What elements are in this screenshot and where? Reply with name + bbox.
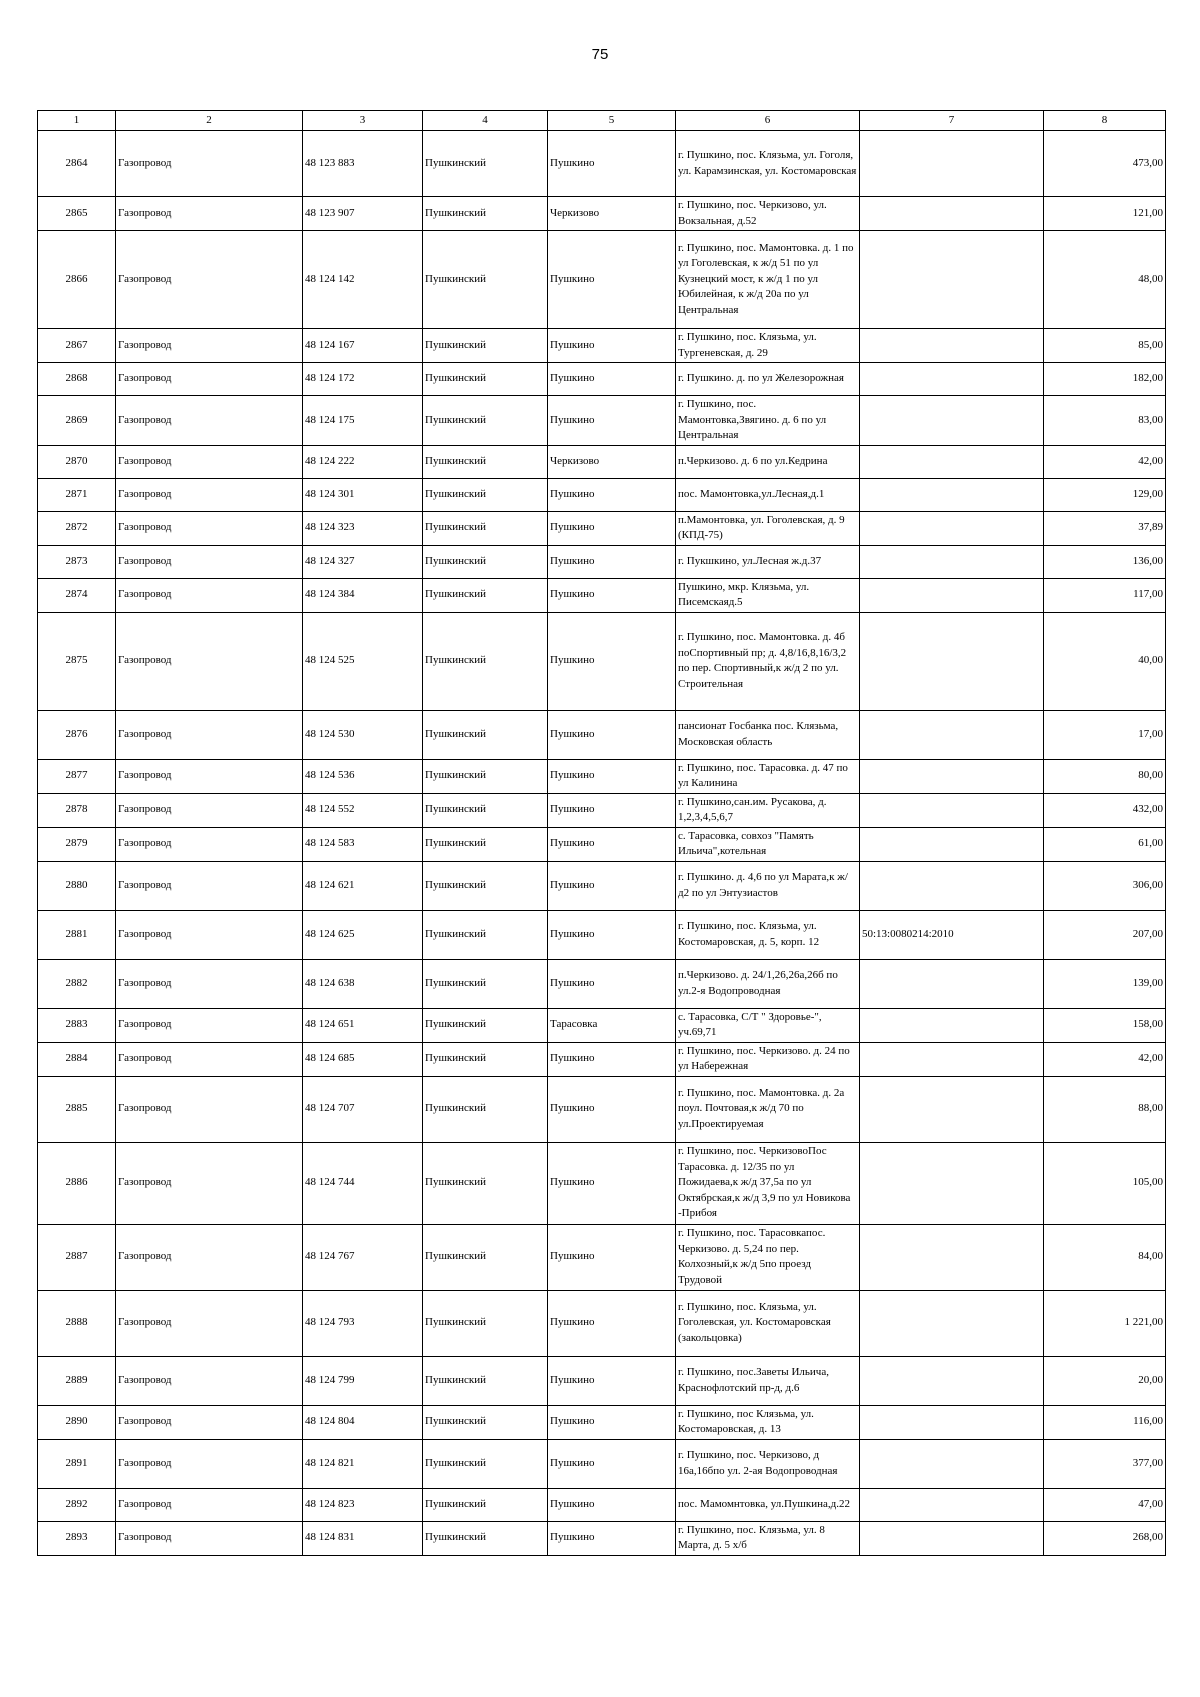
cadastral-number-cell bbox=[860, 131, 1044, 197]
address-cell: г. Пушкино. д. по ул Железорожная bbox=[676, 363, 860, 396]
object-type-cell: Газопровод bbox=[116, 545, 303, 578]
object-type-cell: Газопровод bbox=[116, 1521, 303, 1555]
table-row bbox=[38, 1405, 1166, 1439]
district-cell: Пушкинский bbox=[423, 445, 548, 478]
inventory-code-cell: 48 124 530 bbox=[303, 710, 423, 759]
cadastral-number-cell bbox=[860, 1076, 1044, 1142]
locality-cell: Пушкино bbox=[548, 710, 676, 759]
address-cell: г. Пушкино, пос.Заветы Ильича, Краснофлотский пр-д, д.6 bbox=[676, 1356, 860, 1405]
length-value-cell: 207,00 bbox=[1044, 910, 1166, 959]
object-type-cell: Газопровод bbox=[116, 363, 303, 396]
cadastral-number-cell bbox=[860, 861, 1044, 910]
header-cell: 3 bbox=[303, 111, 423, 131]
address-cell: г. Пушкино, пос. Клязьма, ул. Гоголя, ул. Карамзинская, ул. Костомаровская bbox=[676, 131, 860, 197]
district-cell: Пушкинский bbox=[423, 910, 548, 959]
object-type-cell: Газопровод bbox=[116, 445, 303, 478]
table-row bbox=[38, 910, 1166, 959]
row-number-cell: 2887 bbox=[38, 1224, 116, 1290]
locality-cell: Пушкино bbox=[548, 612, 676, 710]
header-row bbox=[38, 111, 1166, 131]
address-cell: п.Мамонтовка, ул. Гоголевская, д. 9 (КПД-75) bbox=[676, 511, 860, 545]
row-number-cell: 2890 bbox=[38, 1405, 116, 1439]
object-type-cell: Газопровод bbox=[116, 1356, 303, 1405]
length-value-cell: 17,00 bbox=[1044, 710, 1166, 759]
locality-cell: Пушкино bbox=[548, 1142, 676, 1224]
locality-cell: Пушкино bbox=[548, 1356, 676, 1405]
cadastral-number-cell bbox=[860, 329, 1044, 363]
address-cell: с. Тарасовка, совхоз "Память Ильича",котельная bbox=[676, 827, 860, 861]
locality-cell: Пушкино bbox=[548, 396, 676, 446]
row-number-cell: 2891 bbox=[38, 1439, 116, 1488]
inventory-code-cell: 48 124 823 bbox=[303, 1488, 423, 1521]
object-type-cell: Газопровод bbox=[116, 131, 303, 197]
address-cell: пос. Мамонтовка,ул.Лесная,д.1 bbox=[676, 478, 860, 511]
row-number-cell: 2864 bbox=[38, 131, 116, 197]
district-cell: Пушкинский bbox=[423, 959, 548, 1008]
address-cell: пос. Мамомнтовка, ул.Пушкина,д.22 bbox=[676, 1488, 860, 1521]
inventory-code-cell: 48 124 172 bbox=[303, 363, 423, 396]
inventory-code-cell: 48 124 301 bbox=[303, 478, 423, 511]
district-cell: Пушкинский bbox=[423, 1405, 548, 1439]
district-cell: Пушкинский bbox=[423, 1142, 548, 1224]
locality-cell: Пушкино bbox=[548, 363, 676, 396]
length-value-cell: 473,00 bbox=[1044, 131, 1166, 197]
district-cell: Пушкинский bbox=[423, 545, 548, 578]
address-cell: п.Черкизово. д. 6 по ул.Кедрина bbox=[676, 445, 860, 478]
length-value-cell: 377,00 bbox=[1044, 1439, 1166, 1488]
table-row bbox=[38, 445, 1166, 478]
row-number-cell: 2870 bbox=[38, 445, 116, 478]
district-cell: Пушкинский bbox=[423, 1488, 548, 1521]
row-number-cell: 2885 bbox=[38, 1076, 116, 1142]
object-type-cell: Газопровод bbox=[116, 612, 303, 710]
row-number-cell: 2867 bbox=[38, 329, 116, 363]
length-value-cell: 48,00 bbox=[1044, 231, 1166, 329]
inventory-code-cell: 48 124 799 bbox=[303, 1356, 423, 1405]
address-cell: г. Пушкино, пос. Мамонтовка,Звягино. д. 6 по ул Центральная bbox=[676, 396, 860, 446]
table-row bbox=[38, 1521, 1166, 1555]
inventory-code-cell: 48 124 651 bbox=[303, 1008, 423, 1042]
table-row bbox=[38, 612, 1166, 710]
district-cell: Пушкинский bbox=[423, 1439, 548, 1488]
table-row bbox=[38, 1356, 1166, 1405]
table-row bbox=[38, 759, 1166, 793]
object-type-cell: Газопровод bbox=[116, 1405, 303, 1439]
length-value-cell: 116,00 bbox=[1044, 1405, 1166, 1439]
table-row bbox=[38, 545, 1166, 578]
header-cell: 1 bbox=[38, 111, 116, 131]
length-value-cell: 117,00 bbox=[1044, 578, 1166, 612]
locality-cell: Пушкино bbox=[548, 959, 676, 1008]
district-cell: Пушкинский bbox=[423, 396, 548, 446]
header-cell: 6 bbox=[676, 111, 860, 131]
cadastral-number-cell bbox=[860, 612, 1044, 710]
length-value-cell: 136,00 bbox=[1044, 545, 1166, 578]
address-cell: г. Пушкино, пос. Мамонтовка. д. 4б поСпортивный пр; д. 4,8/16,8,16/3,2 по пер. Спортивный,к ж/д 2 по ул. Строительная bbox=[676, 612, 860, 710]
locality-cell: Пушкино bbox=[548, 1290, 676, 1356]
cadastral-number-cell bbox=[860, 1356, 1044, 1405]
page-number: 75 bbox=[591, 46, 609, 63]
address-cell: пансионат Госбанка пос. Клязьма, Московская область bbox=[676, 710, 860, 759]
inventory-code-cell: 48 124 685 bbox=[303, 1042, 423, 1076]
district-cell: Пушкинский bbox=[423, 1521, 548, 1555]
object-type-cell: Газопровод bbox=[116, 1488, 303, 1521]
district-cell: Пушкинский bbox=[423, 231, 548, 329]
table-row bbox=[38, 1142, 1166, 1224]
table-row bbox=[38, 1042, 1166, 1076]
locality-cell: Пушкино bbox=[548, 827, 676, 861]
length-value-cell: 121,00 bbox=[1044, 197, 1166, 231]
district-cell: Пушкинский bbox=[423, 578, 548, 612]
object-type-cell: Газопровод bbox=[116, 197, 303, 231]
table-row bbox=[38, 959, 1166, 1008]
inventory-code-cell: 48 124 327 bbox=[303, 545, 423, 578]
length-value-cell: 268,00 bbox=[1044, 1521, 1166, 1555]
locality-cell: Пушкино bbox=[548, 231, 676, 329]
length-value-cell: 80,00 bbox=[1044, 759, 1166, 793]
district-cell: Пушкинский bbox=[423, 759, 548, 793]
inventory-code-cell: 48 124 767 bbox=[303, 1224, 423, 1290]
locality-cell: Пушкино bbox=[548, 1488, 676, 1521]
inventory-code-cell: 48 124 552 bbox=[303, 793, 423, 827]
inventory-code-cell: 48 124 536 bbox=[303, 759, 423, 793]
length-value-cell: 105,00 bbox=[1044, 1142, 1166, 1224]
object-type-cell: Газопровод bbox=[116, 1142, 303, 1224]
registry-table bbox=[37, 110, 1166, 1556]
object-type-cell: Газопровод bbox=[116, 861, 303, 910]
district-cell: Пушкинский bbox=[423, 1224, 548, 1290]
district-cell: Пушкинский bbox=[423, 827, 548, 861]
object-type-cell: Газопровод bbox=[116, 1008, 303, 1042]
inventory-code-cell: 48 123 907 bbox=[303, 197, 423, 231]
district-cell: Пушкинский bbox=[423, 329, 548, 363]
table-row bbox=[38, 1224, 1166, 1290]
district-cell: Пушкинский bbox=[423, 1290, 548, 1356]
length-value-cell: 129,00 bbox=[1044, 478, 1166, 511]
cadastral-number-cell bbox=[860, 511, 1044, 545]
address-cell: г. Пушкино, пос Клязьма, ул. Костомаровская, д. 13 bbox=[676, 1405, 860, 1439]
inventory-code-cell: 48 124 167 bbox=[303, 329, 423, 363]
row-number-cell: 2879 bbox=[38, 827, 116, 861]
object-type-cell: Газопровод bbox=[116, 759, 303, 793]
address-cell: г. Пушкино, пос. Тарасовка. д. 47 по ул Калинина bbox=[676, 759, 860, 793]
table-row bbox=[38, 1488, 1166, 1521]
table-row bbox=[38, 827, 1166, 861]
address-cell: г. Пушкино, пос. Черкизово, д 16а,16бпо ул. 2-ая Водопроводная bbox=[676, 1439, 860, 1488]
inventory-code-cell: 48 124 621 bbox=[303, 861, 423, 910]
locality-cell: Пушкино bbox=[548, 545, 676, 578]
locality-cell: Тарасовка bbox=[548, 1008, 676, 1042]
locality-cell: Пушкино bbox=[548, 578, 676, 612]
district-cell: Пушкинский bbox=[423, 511, 548, 545]
inventory-code-cell: 48 124 222 bbox=[303, 445, 423, 478]
object-type-cell: Газопровод bbox=[116, 511, 303, 545]
object-type-cell: Газопровод bbox=[116, 1042, 303, 1076]
cadastral-number-cell bbox=[860, 363, 1044, 396]
district-cell: Пушкинский bbox=[423, 363, 548, 396]
row-number-cell: 2868 bbox=[38, 363, 116, 396]
address-cell: г. Пушкино, пос. Черкизово. д. 24 по ул Набережная bbox=[676, 1042, 860, 1076]
header-cell: 4 bbox=[423, 111, 548, 131]
address-cell: г. Пушкино, пос. Мамонтовка. д. 1 по ул Гоголевская, к ж/д 51 по ул Кузнецкий мост, к ж/д 1 по ул Юбилейная, к ж/д 20а по ул Центральная bbox=[676, 231, 860, 329]
object-type-cell: Газопровод bbox=[116, 231, 303, 329]
inventory-code-cell: 48 124 142 bbox=[303, 231, 423, 329]
row-number-cell: 2888 bbox=[38, 1290, 116, 1356]
locality-cell: Пушкино bbox=[548, 1439, 676, 1488]
locality-cell: Пушкино bbox=[548, 1042, 676, 1076]
inventory-code-cell: 48 124 384 bbox=[303, 578, 423, 612]
table-row bbox=[38, 231, 1166, 329]
district-cell: Пушкинский bbox=[423, 478, 548, 511]
address-cell: г. Пушкино,сан.им. Русакова, д. 1,2,3,4,5,6,7 bbox=[676, 793, 860, 827]
length-value-cell: 20,00 bbox=[1044, 1356, 1166, 1405]
address-cell: г. Пукшкино, ул.Лесная ж.д.37 bbox=[676, 545, 860, 578]
object-type-cell: Газопровод bbox=[116, 1076, 303, 1142]
cadastral-number-cell bbox=[860, 545, 1044, 578]
district-cell: Пушкинский bbox=[423, 131, 548, 197]
length-value-cell: 158,00 bbox=[1044, 1008, 1166, 1042]
length-value-cell: 61,00 bbox=[1044, 827, 1166, 861]
district-cell: Пушкинский bbox=[423, 861, 548, 910]
object-type-cell: Газопровод bbox=[116, 1224, 303, 1290]
length-value-cell: 85,00 bbox=[1044, 329, 1166, 363]
district-cell: Пушкинский bbox=[423, 1042, 548, 1076]
length-value-cell: 42,00 bbox=[1044, 445, 1166, 478]
district-cell: Пушкинский bbox=[423, 793, 548, 827]
inventory-code-cell: 48 124 744 bbox=[303, 1142, 423, 1224]
row-number-cell: 2884 bbox=[38, 1042, 116, 1076]
locality-cell: Пушкино bbox=[548, 511, 676, 545]
address-cell: г. Пушкино, пос. Клязьма, ул. 8 Марта, д. 5 х/б bbox=[676, 1521, 860, 1555]
cadastral-number-cell bbox=[860, 1488, 1044, 1521]
inventory-code-cell: 48 124 323 bbox=[303, 511, 423, 545]
district-cell: Пушкинский bbox=[423, 1356, 548, 1405]
length-value-cell: 84,00 bbox=[1044, 1224, 1166, 1290]
cadastral-number-cell bbox=[860, 1521, 1044, 1555]
cadastral-number-cell bbox=[860, 710, 1044, 759]
row-number-cell: 2865 bbox=[38, 197, 116, 231]
cadastral-number-cell bbox=[860, 197, 1044, 231]
locality-cell: Пушкино bbox=[548, 759, 676, 793]
locality-cell: Черкизово bbox=[548, 197, 676, 231]
length-value-cell: 182,00 bbox=[1044, 363, 1166, 396]
address-cell: г. Пушкино, пос. ЧеркизовоПос Тарасовка. д. 12/35 по ул Пожидаева,к ж/д 37,5а по ул Октябрская,к ж/д 3,9 по ул Новикова -Прибоя bbox=[676, 1142, 860, 1224]
cadastral-number-cell bbox=[860, 231, 1044, 329]
object-type-cell: Газопровод bbox=[116, 396, 303, 446]
row-number-cell: 2880 bbox=[38, 861, 116, 910]
row-number-cell: 2871 bbox=[38, 478, 116, 511]
table-row bbox=[38, 578, 1166, 612]
address-cell: г. Пушкино, пос. Черкизово, ул. Вокзальная, д.52 bbox=[676, 197, 860, 231]
district-cell: Пушкинский bbox=[423, 1076, 548, 1142]
locality-cell: Пушкино bbox=[548, 793, 676, 827]
cadastral-number-cell bbox=[860, 1290, 1044, 1356]
table-row bbox=[38, 793, 1166, 827]
header-cell: 5 bbox=[548, 111, 676, 131]
header-cell: 7 bbox=[860, 111, 1044, 131]
table-row bbox=[38, 478, 1166, 511]
locality-cell: Пушкино bbox=[548, 861, 676, 910]
table-row bbox=[38, 1439, 1166, 1488]
district-cell: Пушкинский bbox=[423, 197, 548, 231]
locality-cell: Пушкино bbox=[548, 910, 676, 959]
row-number-cell: 2876 bbox=[38, 710, 116, 759]
inventory-code-cell: 48 124 638 bbox=[303, 959, 423, 1008]
header-cell: 8 bbox=[1044, 111, 1166, 131]
address-cell: с. Тарасовка, С/Т " Здоровье-", уч.69,71 bbox=[676, 1008, 860, 1042]
object-type-cell: Газопровод bbox=[116, 329, 303, 363]
row-number-cell: 2875 bbox=[38, 612, 116, 710]
row-number-cell: 2882 bbox=[38, 959, 116, 1008]
cadastral-number-cell bbox=[860, 959, 1044, 1008]
inventory-code-cell: 48 124 525 bbox=[303, 612, 423, 710]
inventory-code-cell: 48 124 583 bbox=[303, 827, 423, 861]
locality-cell: Пушкино bbox=[548, 1076, 676, 1142]
row-number-cell: 2889 bbox=[38, 1356, 116, 1405]
object-type-cell: Газопровод bbox=[116, 827, 303, 861]
cadastral-number-cell bbox=[860, 578, 1044, 612]
inventory-code-cell: 48 124 804 bbox=[303, 1405, 423, 1439]
object-type-cell: Газопровод bbox=[116, 478, 303, 511]
object-type-cell: Газопровод bbox=[116, 578, 303, 612]
table-row bbox=[38, 511, 1166, 545]
inventory-code-cell: 48 124 831 bbox=[303, 1521, 423, 1555]
object-type-cell: Газопровод bbox=[116, 793, 303, 827]
object-type-cell: Газопровод bbox=[116, 710, 303, 759]
header-cell: 2 bbox=[116, 111, 303, 131]
row-number-cell: 2874 bbox=[38, 578, 116, 612]
length-value-cell: 47,00 bbox=[1044, 1488, 1166, 1521]
row-number-cell: 2866 bbox=[38, 231, 116, 329]
table-row bbox=[38, 363, 1166, 396]
cadastral-number-cell: 50:13:0080214:2010 bbox=[860, 910, 1044, 959]
row-number-cell: 2893 bbox=[38, 1521, 116, 1555]
table-row bbox=[38, 1076, 1166, 1142]
length-value-cell: 40,00 bbox=[1044, 612, 1166, 710]
district-cell: Пушкинский bbox=[423, 1008, 548, 1042]
table-row bbox=[38, 131, 1166, 197]
cadastral-number-cell bbox=[860, 1008, 1044, 1042]
cadastral-number-cell bbox=[860, 1142, 1044, 1224]
row-number-cell: 2877 bbox=[38, 759, 116, 793]
table-row bbox=[38, 861, 1166, 910]
locality-cell: Пушкино bbox=[548, 1224, 676, 1290]
locality-cell: Пушкино bbox=[548, 478, 676, 511]
object-type-cell: Газопровод bbox=[116, 959, 303, 1008]
object-type-cell: Газопровод bbox=[116, 1439, 303, 1488]
locality-cell: Черкизово bbox=[548, 445, 676, 478]
length-value-cell: 139,00 bbox=[1044, 959, 1166, 1008]
table-row bbox=[38, 710, 1166, 759]
row-number-cell: 2886 bbox=[38, 1142, 116, 1224]
address-cell: Пушкино, мкр. Клязьма, ул. Писемскаяд.5 bbox=[676, 578, 860, 612]
cadastral-number-cell bbox=[860, 793, 1044, 827]
address-cell: г. Пушкино. д. 4,6 по ул Марата,к ж/д2 по ул Энтузиастов bbox=[676, 861, 860, 910]
inventory-code-cell: 48 124 625 bbox=[303, 910, 423, 959]
length-value-cell: 88,00 bbox=[1044, 1076, 1166, 1142]
cadastral-number-cell bbox=[860, 759, 1044, 793]
table-row bbox=[38, 396, 1166, 446]
cadastral-number-cell bbox=[860, 827, 1044, 861]
length-value-cell: 37,89 bbox=[1044, 511, 1166, 545]
table-body bbox=[38, 131, 1166, 1556]
row-number-cell: 2873 bbox=[38, 545, 116, 578]
district-cell: Пушкинский bbox=[423, 710, 548, 759]
address-cell: г. Пушкино, пос. Клязьма, ул. Гоголевская, ул. Костомаровская (закольцовка) bbox=[676, 1290, 860, 1356]
cadastral-number-cell bbox=[860, 1439, 1044, 1488]
row-number-cell: 2869 bbox=[38, 396, 116, 446]
cadastral-number-cell bbox=[860, 478, 1044, 511]
cadastral-number-cell bbox=[860, 445, 1044, 478]
cadastral-number-cell bbox=[860, 1405, 1044, 1439]
length-value-cell: 1 221,00 bbox=[1044, 1290, 1166, 1356]
locality-cell: Пушкино bbox=[548, 131, 676, 197]
length-value-cell: 306,00 bbox=[1044, 861, 1166, 910]
row-number-cell: 2892 bbox=[38, 1488, 116, 1521]
table-row bbox=[38, 1290, 1166, 1356]
locality-cell: Пушкино bbox=[548, 329, 676, 363]
table-row bbox=[38, 329, 1166, 363]
address-cell: г. Пушкино, пос. Клязьма, ул. Костомаровская, д. 5, корп. 12 bbox=[676, 910, 860, 959]
locality-cell: Пушкино bbox=[548, 1521, 676, 1555]
row-number-cell: 2883 bbox=[38, 1008, 116, 1042]
table-row bbox=[38, 197, 1166, 231]
district-cell: Пушкинский bbox=[423, 612, 548, 710]
row-number-cell: 2881 bbox=[38, 910, 116, 959]
inventory-code-cell: 48 124 793 bbox=[303, 1290, 423, 1356]
length-value-cell: 42,00 bbox=[1044, 1042, 1166, 1076]
row-number-cell: 2872 bbox=[38, 511, 116, 545]
inventory-code-cell: 48 123 883 bbox=[303, 131, 423, 197]
object-type-cell: Газопровод bbox=[116, 910, 303, 959]
inventory-code-cell: 48 124 707 bbox=[303, 1076, 423, 1142]
locality-cell: Пушкино bbox=[548, 1405, 676, 1439]
cadastral-number-cell bbox=[860, 1224, 1044, 1290]
table-row bbox=[38, 1008, 1166, 1042]
inventory-code-cell: 48 124 821 bbox=[303, 1439, 423, 1488]
cadastral-number-cell bbox=[860, 1042, 1044, 1076]
row-number-cell: 2878 bbox=[38, 793, 116, 827]
address-cell: п.Черкизово. д. 24/1,26,26а,26б по ул.2-я Водопроводная bbox=[676, 959, 860, 1008]
inventory-code-cell: 48 124 175 bbox=[303, 396, 423, 446]
address-cell: г. Пушкино, пос. Клязьма, ул. Тургеневская, д. 29 bbox=[676, 329, 860, 363]
length-value-cell: 432,00 bbox=[1044, 793, 1166, 827]
address-cell: г. Пушкино, пос. Тарасовкапос. Черкизово. д. 5,24 по пер. Колхозный,к ж/д 5по проезд Трудовой bbox=[676, 1224, 860, 1290]
length-value-cell: 83,00 bbox=[1044, 396, 1166, 446]
address-cell: г. Пушкино, пос. Мамонтовка. д. 2а поул. Почтовая,к ж/д 70 по ул.Проектируемая bbox=[676, 1076, 860, 1142]
object-type-cell: Газопровод bbox=[116, 1290, 303, 1356]
cadastral-number-cell bbox=[860, 396, 1044, 446]
